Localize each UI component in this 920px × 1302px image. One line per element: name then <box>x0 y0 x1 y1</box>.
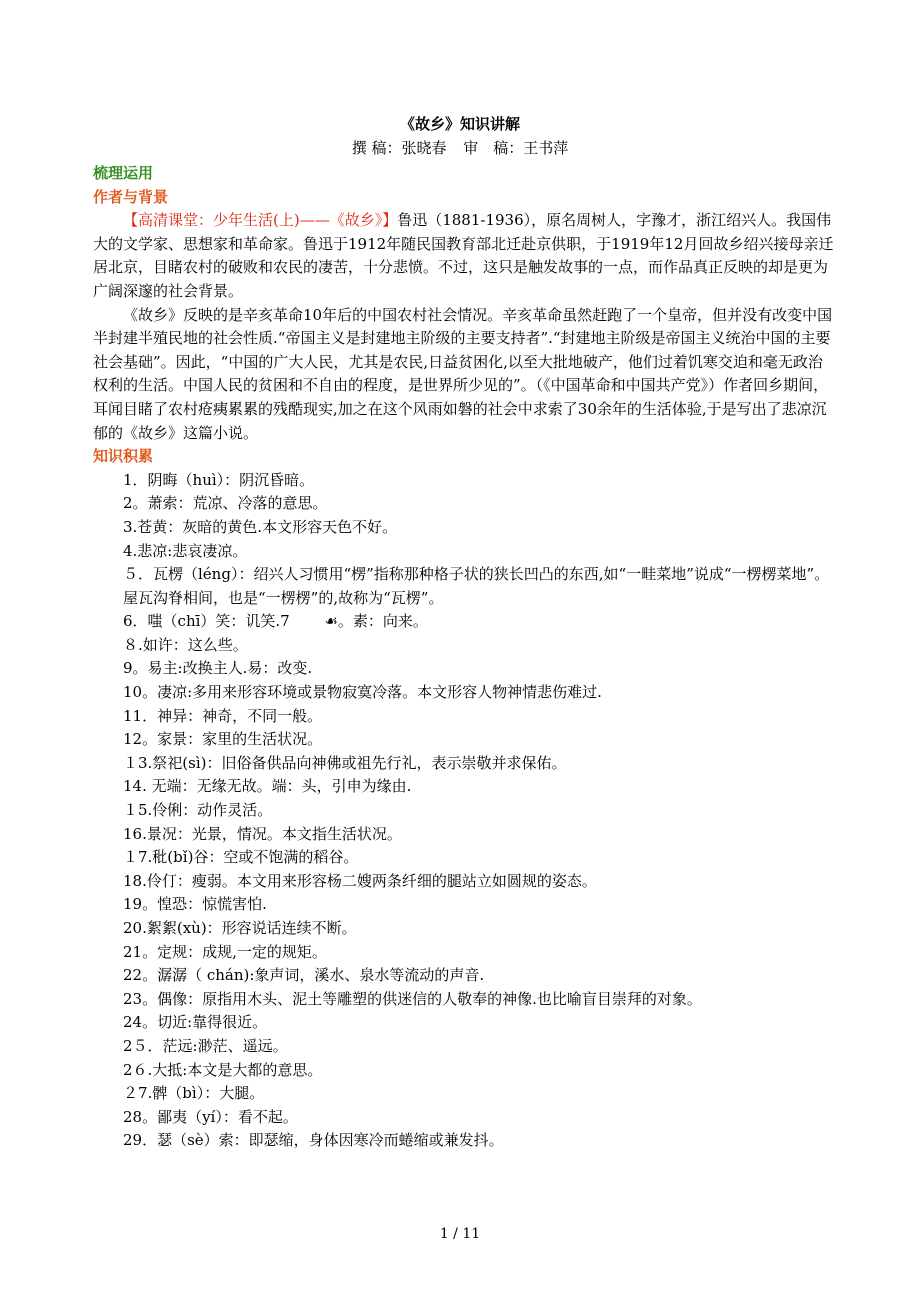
vocabulary-item: 4.悲凉:悲哀凄凉。 <box>123 541 248 560</box>
vocabulary-item: 18.伶仃：瘦弱。本文用来形容杨二嫂两条纤细的腿站立如圆规的姿态。 <box>123 871 597 890</box>
vocabulary-item: ８.如许：这么些。 <box>123 635 248 654</box>
vocabulary-item: １5.伶俐：动作灵活。 <box>123 801 273 820</box>
vocabulary-item: ５．瓦楞（léng）：绍兴人习惯用“楞”指称那种格子状的狭长凹凸的东西,如“一畦菜地”说成“一楞楞菜地”。屋瓦沟脊相间，也是“一楞楞”的,故称为“瓦楞”。 <box>123 565 830 607</box>
byline <box>0 137 920 158</box>
vocabulary-item: １7.秕(bǐ)谷：空或不饱满的稻谷。 <box>123 848 359 867</box>
vocabulary-item: 19。惶恐：惊慌害怕. <box>123 895 267 914</box>
vocabulary-item: 9。易主:改换主人.易：改变. <box>123 659 313 678</box>
vocabulary-list <box>93 469 835 1153</box>
vocabulary-item: １3.祭祀(sì)：旧俗备供品向神佛或祖先行礼，表示崇敬并求保佑。 <box>123 753 567 772</box>
background-paragraph-1 <box>93 209 835 303</box>
vocabulary-item: 21。定规：成规,一定的规矩。 <box>123 942 327 961</box>
vocabulary-item: 28。鄙夷（yí）：看不起。 <box>123 1107 298 1126</box>
vocabulary-item: 3.苍黄：灰暗的黄色.本文形容天色不好。 <box>123 517 398 536</box>
page-title: 《故乡》知识讲解 <box>399 115 520 133</box>
vocabulary-item: 10。凄凉:多用来形容环境或景物寂寞冷落。本文形容人物神情悲伤难过. <box>123 683 602 702</box>
vocabulary-item: ２7.髀（bì）：大腿。 <box>123 1084 265 1103</box>
background-paragraph-2: 《故乡》反映的是辛亥革命10年后的中国农村社会情况。辛亥革命虽然赶跑了一个皇帝，但并没有改变中国半封建半殖民地的社会性质.“帝国主义是封建地主阶级的主要支持者”.“封建地主阶级是帝国主义统治中国的主要社会基础”。因此，“中国的广大人民，尤其是农民,日益贫困化,以至大批地破产，他们过着饥寒交迫和毫无政治权利的生活。中国人民的贫困和不自由的程度，是世界所少见的”。（《中国革命和中国共产党》）作者回乡期间，耳闻目睹了农村疮痍累累的残酷现实,加之在这个风雨如磐的社会中求索了30余年的生活体验,于是写出了悲凉沉郁的《故乡》这篇小说。 <box>93 305 833 442</box>
vocabulary-item: 2６.大抵:本文是大都的意思。 <box>123 1060 323 1079</box>
vocabulary-item: 23。偶像：原指用木头、泥土等雕塑的供迷信的人敬奉的神像.也比喻盲目崇拜的对象。 <box>123 989 702 1008</box>
vocabulary-item: 2５．茫远:渺茫、遥远。 <box>123 1036 288 1055</box>
vocabulary-item: 16.景况：光景，情况。本文指生活状况。 <box>123 824 402 843</box>
vocabulary-item: 11．神异：神奇，不同一般。 <box>123 706 323 725</box>
author-credit: 撰 稿：张晓春 <box>351 139 447 157</box>
vocabulary-item: 20.絮絮(xù)：形容说话连续不断。 <box>123 919 357 937</box>
vocabulary-item: 14. 无端：无缘无故。端：头，引申为缘由. <box>123 777 412 796</box>
reviewer-credit: 审 稿：王书萍 <box>463 139 569 157</box>
vocabulary-item: 1．阴晦（huì）：阴沉昏暗。 <box>123 470 315 489</box>
background-paragraph-1-text: 鲁迅（1881-1936），原名周树人，字豫才，浙江绍兴人。我国伟大的文学家、思想家和革命家。鲁迅于1912年随民国教育部北迁赴京供职，于1919年12月回故乡绍兴接母亲迁居北京，目睹农村的破败和农民的凄苦，十分悲愤。不过，这只是触发故事的一点，而作品真正反映的却是更为广阔深邃的社会背景。 <box>93 211 834 300</box>
section-heading-review: 梳理运用 <box>93 164 154 182</box>
section-heading-knowledge: 知识积累 <box>93 447 154 466</box>
hd-class-link[interactable]: 【高清课堂：少年生活(上)——《故乡》】 <box>123 211 398 230</box>
vocabulary-item: 6．嗤（chī）笑：讥笑.7 ☙。素：向来。 <box>123 612 428 631</box>
vocabulary-item: 22。潺潺（ chán):象声词，溪水、泉水等流动的声音. <box>123 966 485 985</box>
vocabulary-item: 12。家景：家里的生活状况。 <box>123 730 323 749</box>
document-body <box>93 162 835 1153</box>
section-heading-author-background: 作者与背景 <box>93 187 169 206</box>
vocabulary-item: 2。萧索：荒凉、冷落的意思。 <box>123 494 328 513</box>
vocabulary-item: 24。切近:靠得很近。 <box>123 1013 268 1032</box>
vocabulary-item: 29．瑟（sè）索：即瑟缩，身体因寒冷而蜷缩或兼发抖。 <box>123 1131 504 1150</box>
page-number: 1 / 11 <box>439 1226 481 1242</box>
